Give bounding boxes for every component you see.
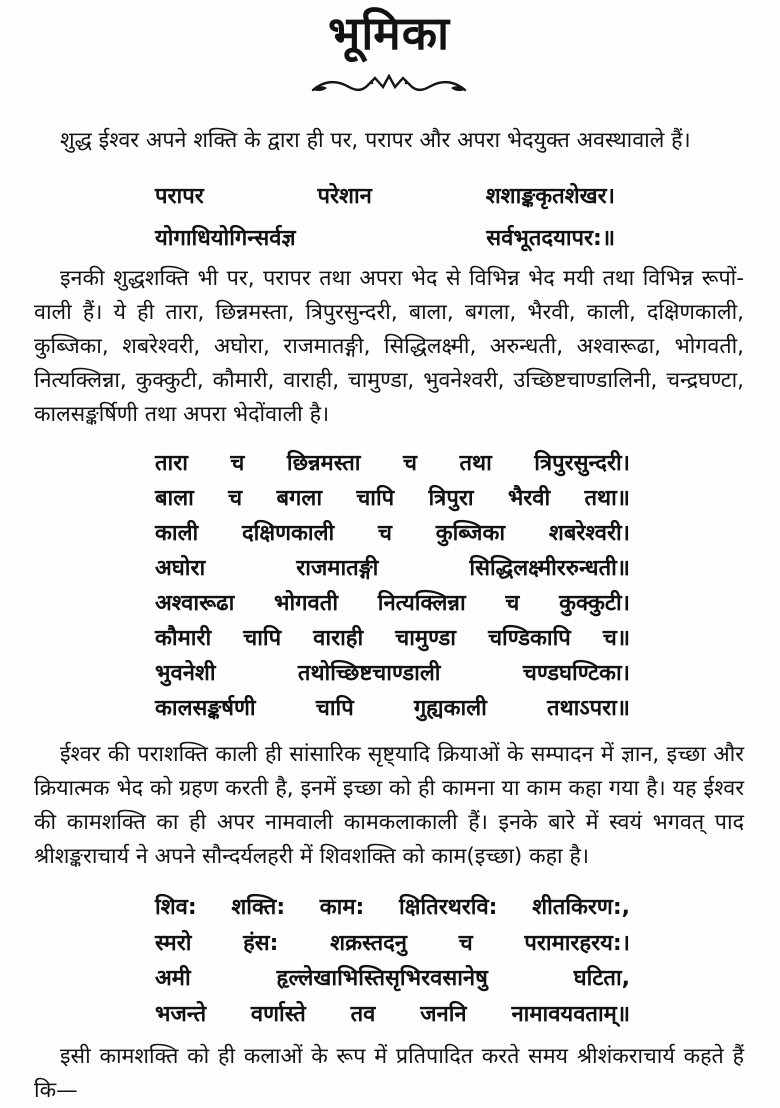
page-title: भूमिका [327, 6, 450, 60]
verse-line: भजन्ते वर्णास्ते तव जननि नामावयवताम्॥ [155, 1001, 630, 1027]
verse-line: शिव: शक्ति: काम: क्षितिरथरवि: शीतकिरण:, [155, 895, 630, 920]
verse-line: अघोरा राजमातङ्गी सिद्धिलक्ष्मीररुन्धती॥ [155, 556, 630, 581]
verse-line: अश्वारूढा भोगवती नित्यक्लिन्ना च कुक्कुटी। [155, 591, 630, 616]
verse-line: परापर परेशान शशाङ्ककृतशेखर। [155, 184, 615, 209]
verse-line: अमी हृल्लेखाभिस्तिसृभिरवसानेषु घटिता, [155, 966, 630, 991]
verse-line: कालसङ्कर्षणी चापि गुह्यकाली तथाऽपरा॥ [155, 696, 630, 721]
verse-block-1 [155, 176, 615, 260]
paragraph-closing: इसी कामशक्ति को ही कलाओं के रूप में प्रतिपादित करते समय श्रीशंकराचार्य कहते हैं कि— [34, 1044, 744, 1103]
verse-line: योगाधियोगिन्सर्वज्ञ सर्वभूतदयापर:॥ [155, 226, 615, 251]
verse-line: तारा च छिन्नमस्ता च तथा त्रिपुरसुन्दरी। [155, 451, 630, 476]
verse-line: काली दक्षिणकाली च कुब्जिका शबरेश्वरी। [155, 521, 630, 546]
paragraph-shakti-names: इनकी शुद्धशक्ति भी पर, परापर तथा अपरा भेद से विभिन्न भेद मयी तथा विभिन्न रूपों-वाली हैं। ये ही तारा, छिन्नमस्ता, त्रिपुरसुन्दरी, बाला, बगला, भैरवी, काली, दक्षिणकाली, कुब्जिका, शबरेश्वरी, अघोरा, राजमातङ्गी, सिद्धिलक्ष्मी, अरुन्धती, अश्वारूढा, भोगवती, नित्यक्लिन्ना, कुक्कुटी, कौमारी, वाराही, चामुण्डा, भुवनेश्वरी, उच्छिष्टचाण्डालिनी, चन्द्रघण्टा, कालसङ्कर्षिणी तथा अपरा भेदोंवाली है। [34, 266, 744, 427]
verse-line: बाला च बगला चापि त्रिपुरा भैरवी तथा॥ [155, 486, 630, 511]
paragraph-parashakti: ईश्वर की पराशक्ति काली ही सांसारिक सृष्ट्यादि क्रियाओं के सम्पादन में ज्ञान, इच्छा और क्रियात्मक भेद को ग्रहण करती है, इनमें इच्छा को ही कामना या काम कहा गया है। यह ईश्वर की कामशक्ति का ही अपर नामवाली कामकलाकाली हैं। इनके बारे में स्वयं भगवत् पाद श्रीशङ्कराचार्य ने अपने सौन्दर्यलहरी में शिवशक्ति को काम(इच्छा) कहा है। [34, 742, 744, 869]
verse-line: स्मरो हंस: शक्रस्तदनु च परामारहरय:। [155, 930, 630, 956]
flourish-ornament-icon [309, 70, 469, 98]
verse-line: भुवनेशी तथोच्छिष्टचाण्डाली चण्डघण्टिका। [155, 661, 630, 686]
verse-block-2 [155, 446, 630, 726]
verse-line: कौमारी चापि वाराही चामुण्डा चण्डिकापि च॥ [155, 626, 630, 651]
verse-block-3 [155, 890, 630, 1032]
paragraph-intro: शुद्ध ईश्वर अपने शक्ति के द्वारा ही पर, परापर और अपरा भेदयुक्त अवस्थावाले हैं। [60, 128, 691, 153]
